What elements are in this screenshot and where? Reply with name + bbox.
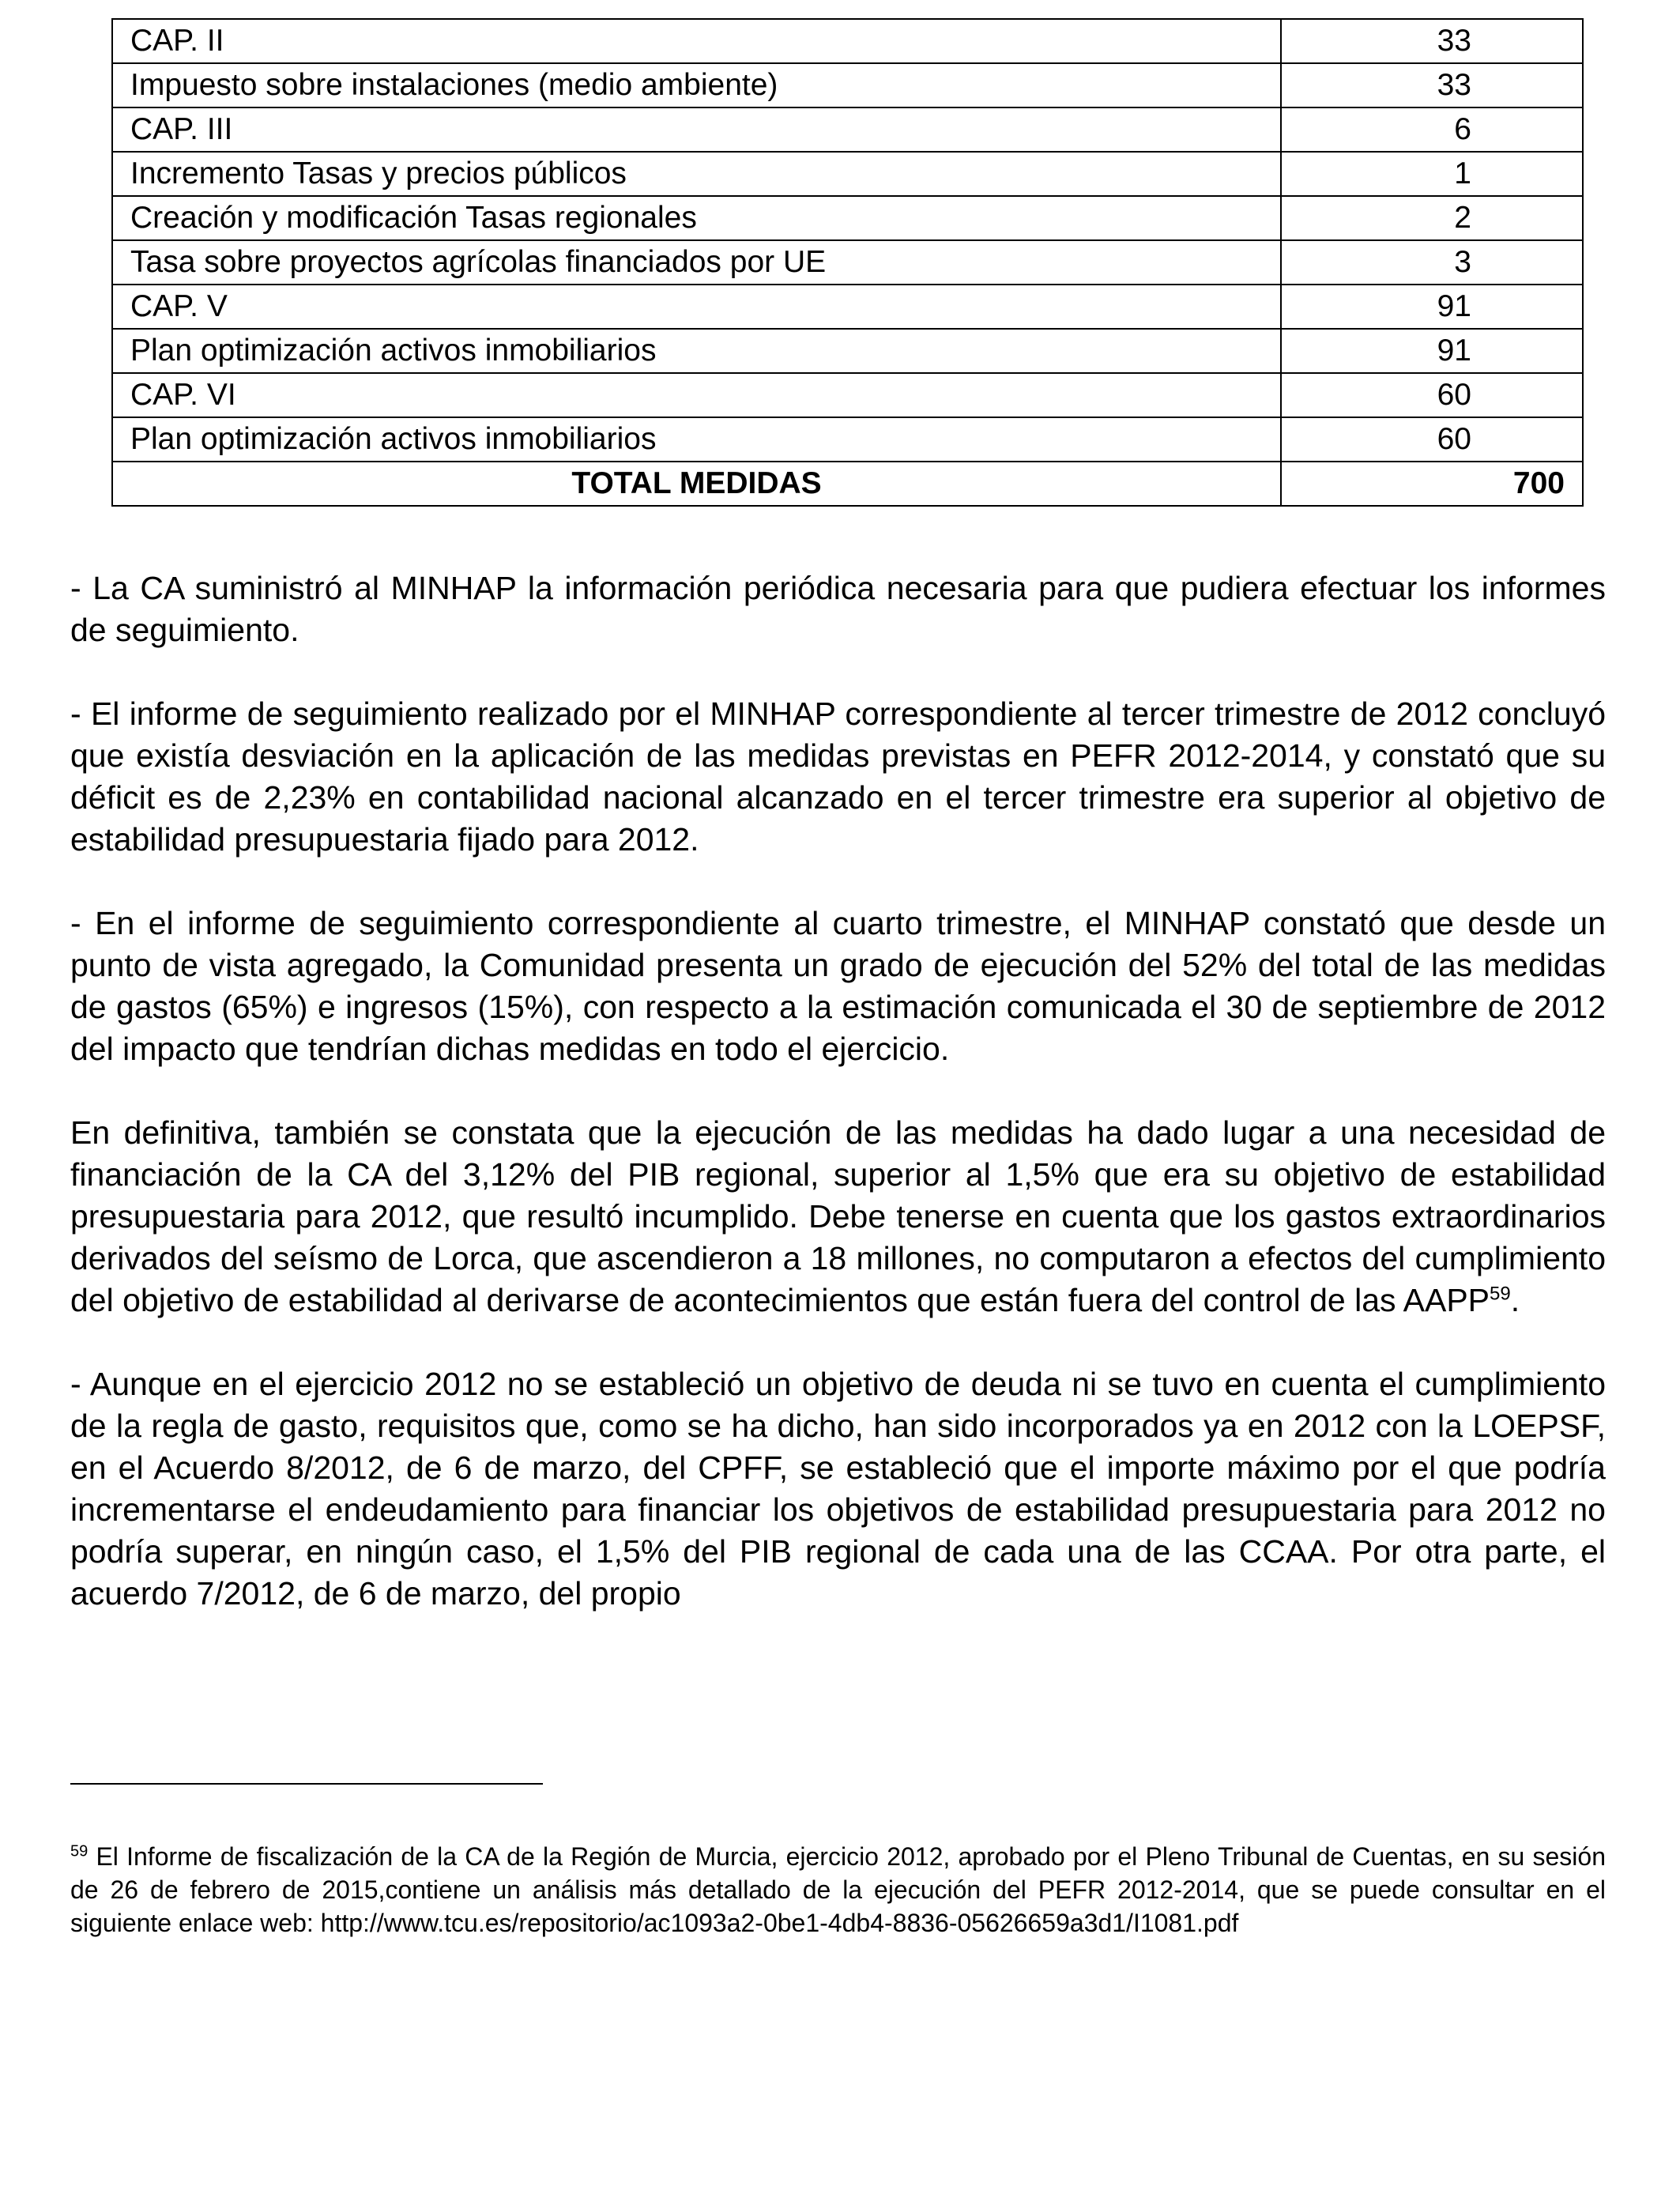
footnote-separator [70, 1783, 543, 1785]
footnote-text: El Informe de fiscalización de la CA de la Región de Murcia, ejercicio 2012, aprobado por el Pleno Tribunal de Cuentas, en su sesión de 26 de febrero de 2015,contiene un análisis más detallado de la ejecución del PEFR 2012-2014, que se puede consultar en el siguiente enlace web: http://www.tcu.es/repositorio/ac1093a2-0be1-4db4-8836-05626659a3d1/I1081.pdf [70, 1842, 1606, 1937]
paragraph-tercer-trimestre: - El informe de seguimiento realizado por el MINHAP correspondiente al tercer trimestre de 2012 concluyó que existía desviación en la aplicación de las medidas previstas en PEFR 2012-2014, y constató que su déficit es de 2,23% en contabilidad nacional alcanzado en el tercer trimestre era superior al objetivo de estabilidad presupuestaria fijado para 2012. [70, 696, 1606, 858]
table-row [112, 240, 1583, 285]
total-value: 700 [1281, 462, 1583, 506]
row-label: Incremento Tasas y precios públicos [112, 152, 1281, 196]
row-value: 3 [1281, 240, 1583, 285]
row-label: CAP. V [112, 285, 1281, 329]
table-total-row [112, 462, 1583, 506]
total-label: TOTAL MEDIDAS [112, 462, 1281, 506]
footnote-reference: 59 [1490, 1283, 1511, 1305]
row-label: CAP. VI [112, 373, 1281, 417]
row-value: 91 [1281, 329, 1583, 373]
table-row [112, 285, 1583, 329]
table-row [112, 417, 1583, 462]
paragraph-definitiva-text: En definitiva, también se constata que la ejecución de las medidas ha dado lugar a una necesidad de financiación de la CA del 3,12% del PIB regional, superior al 1,5% que era su objetivo de estabilidad presupuestaria para 2012, que resultó incumplido. Debe tenerse en cuenta que los gastos extraordinarios derivados del seísmo de Lorca, que ascendieron a 18 millones, no computaron a efectos del cumplimiento del objetivo de estabilidad al derivarse de acontecimientos que están fuera del control de las AAPP [70, 1114, 1606, 1318]
table-row [112, 107, 1583, 152]
row-value: 1 [1281, 152, 1583, 196]
row-label: Plan optimización activos inmobiliarios [112, 417, 1281, 462]
row-value: 60 [1281, 373, 1583, 417]
paragraph-definitiva-end: . [1510, 1282, 1520, 1318]
row-value: 6 [1281, 107, 1583, 152]
table-row [112, 19, 1583, 63]
row-value: 33 [1281, 19, 1583, 63]
table-row [112, 63, 1583, 107]
paragraph-objetivo-deuda: - Aunque en el ejercicio 2012 no se estableció un objetivo de deuda ni se tuvo en cuenta el cumplimiento de la regla de gasto, requisitos que, como se ha dicho, han sido incorporados ya en 2012 con la LOEPSF, en el Acuerdo 8/2012, de 6 de marzo, del CPFF, se estableció que el importe máximo por el que podría incrementarse el endeudamiento para financiar los objetivos de estabilidad presupuestaria para 2012 no podría superar, en ningún caso, el 1,5% del PIB regional de cada una de las CCAA. Por otra parte, el acuerdo 7/2012, de 6 de marzo, del propio [70, 1366, 1606, 1612]
row-value: 33 [1281, 63, 1583, 107]
row-label: Creación y modificación Tasas regionales [112, 196, 1281, 240]
row-value: 2 [1281, 196, 1583, 240]
row-value: 91 [1281, 285, 1583, 329]
table-row [112, 373, 1583, 417]
paragraph-cuarto-trimestre: - En el informe de seguimiento correspondiente al cuarto trimestre, el MINHAP constató que desde un punto de vista agregado, la Comunidad presenta un grado de ejecución del 52% del total de las medidas de gastos (65%) e ingresos (15%), con respecto a la estimación comunicada el 30 de septiembre de 2012 del impacto que tendrían dichas medidas en todo el ejercicio. [70, 905, 1606, 1067]
row-label: Plan optimización activos inmobiliarios [112, 329, 1281, 373]
body-text [70, 567, 1606, 1657]
paragraph-informacion-periodica: - La CA suministró al MINHAP la información periódica necesaria para que pudiera efectuar los informes de seguimiento. [70, 570, 1606, 648]
row-label: Impuesto sobre instalaciones (medio ambiente) [112, 63, 1281, 107]
row-value: 60 [1281, 417, 1583, 462]
row-label: CAP. III [112, 107, 1281, 152]
row-label: CAP. II [112, 19, 1281, 63]
table-row [112, 196, 1583, 240]
paragraph-definitiva [70, 1112, 1606, 1321]
table-row [112, 152, 1583, 196]
footnote-number: 59 [70, 1842, 89, 1860]
row-label: Tasa sobre proyectos agrícolas financiados por UE [112, 240, 1281, 285]
measures-table [111, 18, 1584, 507]
table-row [112, 329, 1583, 373]
footnote [70, 1840, 1606, 1940]
